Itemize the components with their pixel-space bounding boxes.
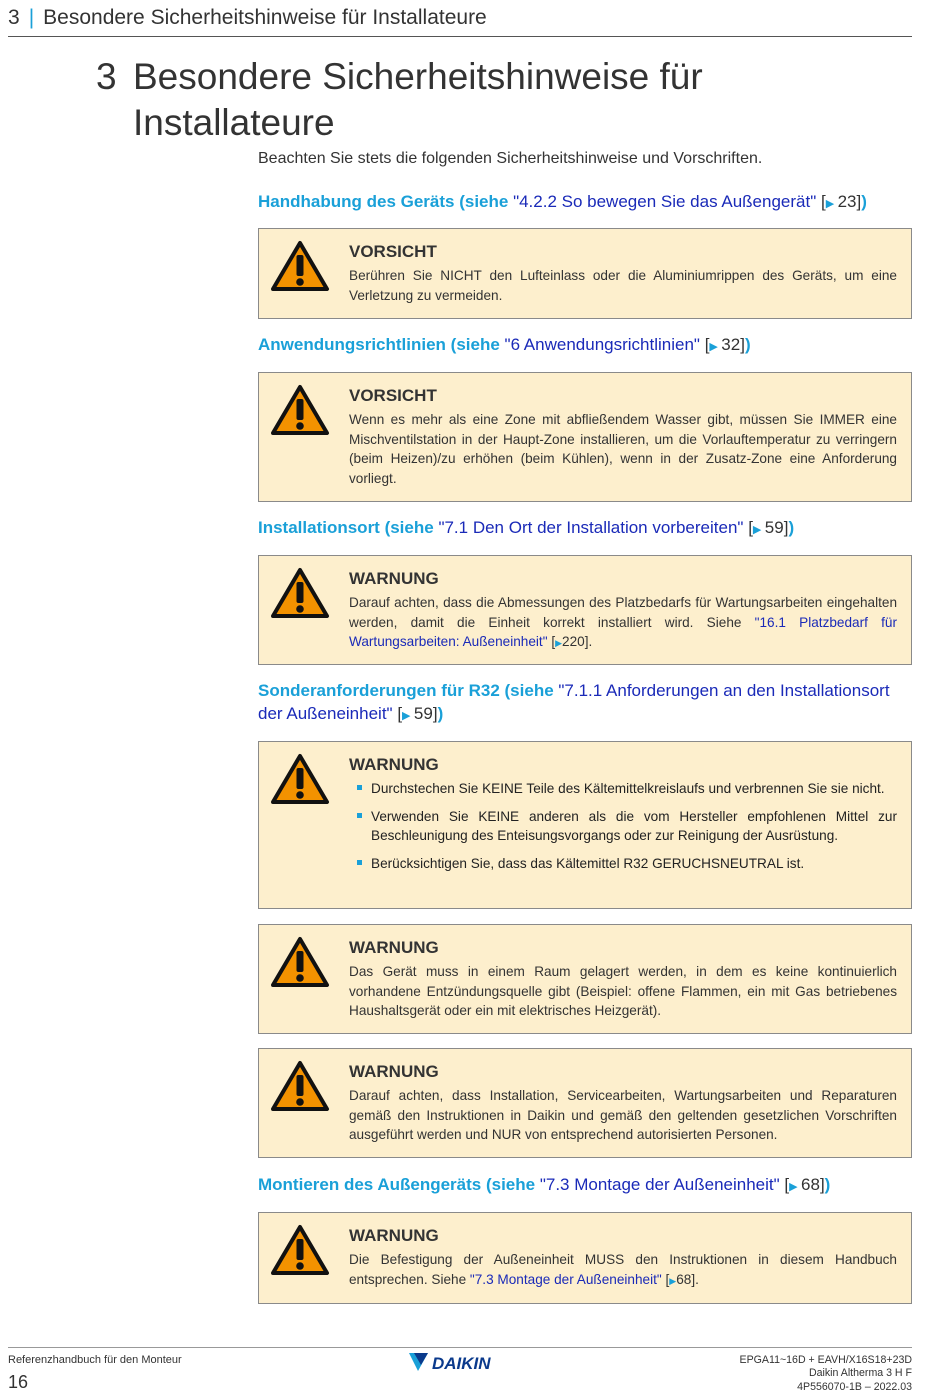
notice-body: Darauf achten, dass Installation, Servicearbeiten, Wartungsarbeiten und Reparaturen gemäß den Instruktionen in Daikin und gemäß den geltenden gesetzlichen Vorschriften ausgeführt werden und NUR von entsprechend autorisierten Personen. <box>349 1088 897 1143</box>
footer-rule <box>8 1347 912 1348</box>
list-item: Durchstechen Sie KEINE Teile des Kältemittelkreislaufs und verbrennen Sie sie nicht. <box>349 779 897 799</box>
intro-text: Beachten Sie stets die folgenden Sicherheitshinweise und Vorschriften. <box>258 150 763 167</box>
section-heading-text: Installationsort (siehe <box>258 518 439 537</box>
warning-box <box>258 924 912 1034</box>
page-ref-number: 32 <box>721 335 741 354</box>
page-ref[interactable]: [▶ 68] <box>784 1175 825 1194</box>
section-heading <box>258 333 912 358</box>
page-ref[interactable]: [▶220] <box>551 634 589 650</box>
page-ref[interactable]: [▶ 32] <box>704 335 745 354</box>
list-item: Berücksichtigen Sie, dass das Kältemittel R32 GERUCHSNEUTRAL ist. <box>349 854 897 874</box>
page-arrow-icon: ▶ <box>402 710 411 722</box>
section-heading <box>258 679 912 727</box>
section-heading <box>258 1173 912 1198</box>
footer-product-info <box>740 1354 912 1394</box>
section-heading-text: Anwendungsrichtlinien (siehe <box>258 335 505 354</box>
cross-reference-link[interactable]: "7.3 Montage der Außeneinheit" <box>539 1175 780 1194</box>
header-chapter-title: Besondere Sicherheitshinweise für Installateure <box>43 6 487 29</box>
section-heading-text: Sonderanforderungen für R32 (siehe <box>258 681 559 700</box>
page-ref[interactable]: [▶ 59] <box>748 518 789 537</box>
cross-reference-link[interactable]: "7.1 Den Ort der Installation vorbereiten" <box>438 518 744 537</box>
notice-body <box>349 1250 897 1291</box>
footer-model: EPGA11~16D + EAVH/X16S18+23D <box>739 1354 912 1366</box>
notice-label: VORSICHT <box>349 386 437 405</box>
warning-box <box>258 555 912 665</box>
footer-product: Daikin Altherma 3 H F <box>808 1367 912 1380</box>
main-content <box>258 150 912 1304</box>
notice-label: WARNUNG <box>349 755 439 774</box>
header-chapter-number: 3 <box>8 6 20 29</box>
warning-triangle-icon <box>270 567 330 619</box>
page-number: 16 <box>8 1372 29 1392</box>
running-header <box>8 6 912 37</box>
section-heading <box>258 190 912 214</box>
page-ref-number: 68 <box>801 1175 820 1194</box>
section-heading-close: ) <box>788 518 795 537</box>
warning-triangle-icon <box>270 1224 330 1276</box>
page-ref[interactable]: [▶68] <box>665 1271 696 1287</box>
notice-body <box>349 593 897 654</box>
notice-body: Wenn es mehr als eine Zone mit abfließendem Wasser gibt, müssen Sie IMMER eine Mischventilstation in der Haupt-Zone installieren, um die Vorlauftemperatur zu verringern (beim Heizen)/zu erhöhen (beim Kühlen), wenn in der Zusatz-Zone eine Anforderung vorliegt. <box>349 412 897 486</box>
notice-label: WARNUNG <box>349 569 439 588</box>
warning-box <box>258 741 912 909</box>
page-ref-number: 220 <box>562 634 585 650</box>
cross-reference-link[interactable]: "16.1 Platzbedarf für Wartungsarbeiten: Außeneinheit" <box>349 614 897 650</box>
warning-triangle-icon <box>270 240 330 292</box>
cross-reference-link[interactable]: "7.3 Montage der Außeneinheit" <box>469 1271 662 1287</box>
notice-label: VORSICHT <box>349 242 437 261</box>
page-arrow-icon: ▶ <box>752 524 762 536</box>
page-arrow-icon: ▶ <box>825 198 835 210</box>
notice-label: WARNUNG <box>349 938 439 957</box>
page-ref[interactable]: [▶ 59] <box>397 704 438 723</box>
caution-box <box>258 228 912 319</box>
notice-label: WARNUNG <box>349 1226 439 1245</box>
section-heading-text: Handhabung des Geräts (siehe <box>258 192 514 211</box>
page-ref[interactable]: [▶ 23] <box>820 192 862 211</box>
warning-triangle-icon <box>270 936 330 988</box>
chapter-title-text: Besondere Sicherheitshinweise für Installateure <box>133 56 703 143</box>
notice-body-tail: . <box>588 634 593 650</box>
section-heading-close: ) <box>861 192 867 211</box>
header-separator: | <box>28 6 35 29</box>
page-ref-number: 59 <box>764 518 784 537</box>
cross-reference-link[interactable]: "7.1.1 Anforderungen an den Installationsort der Außeneinheit" <box>258 681 890 723</box>
warning-triangle-icon <box>270 384 330 436</box>
warning-triangle-icon <box>270 753 330 805</box>
section-heading-close: ) <box>437 704 444 723</box>
cross-reference-link[interactable]: "6 Anwendungsrichtlinien" <box>504 335 700 354</box>
page-ref-number: 59 <box>413 704 433 723</box>
section-heading-close: ) <box>744 335 751 354</box>
warning-triangle-icon <box>270 1060 330 1112</box>
section-heading <box>258 516 912 541</box>
notice-body-text: Darauf achten, dass die Abmessungen des Platzbedarfs für Wartungsarbeiten eingehalten werden, damit die Einheit korrekt installiert wird. Siehe <box>349 595 897 630</box>
bullet-list <box>349 779 897 873</box>
caution-box <box>258 372 912 502</box>
notice-body: Das Gerät muss in einem Raum gelagert werden, in dem es keine kontinuierlich vorhandene Entzündungsquelle gibt (Beispiel: offene Flammen, ein mit Gas betriebenes Haushaltsgerät oder ein mit elektrisches Heizgerät). <box>349 964 897 1019</box>
warning-box <box>258 1212 912 1304</box>
daikin-logo <box>408 1352 512 1372</box>
page-arrow-icon: ▶ <box>555 638 563 649</box>
chapter-number: 3 <box>96 56 117 97</box>
page-ref-number: 68 <box>676 1271 692 1287</box>
footer-manual-title: Referenzhandbuch für den Monteur <box>8 1354 182 1366</box>
section-heading-text: Montieren des Außengeräts (siehe <box>258 1175 540 1194</box>
cross-reference-link[interactable]: "4.2.2 So bewegen Sie das Außengerät" <box>513 192 817 211</box>
logo-text: DAIKIN <box>432 1354 491 1372</box>
list-item: Verwenden Sie KEINE anderen als die vom Hersteller empfohlenen Mittel zur Beschleunigung des Enteisungsvorgangs oder zur Reinigung der Ausrüstung. <box>349 807 897 846</box>
page-ref-number: 23 <box>837 192 857 211</box>
notice-body-tail: . <box>695 1271 699 1287</box>
page-arrow-icon: ▶ <box>789 1181 798 1193</box>
warning-box <box>258 1048 912 1158</box>
notice-body-text: Die Befestigung der Außeneinheit MUSS den Instruktionen in diesem Handbuch entsprechen. Siehe <box>349 1252 897 1287</box>
page-arrow-icon: ▶ <box>669 1275 677 1286</box>
footer-doc-id: 4P556070-1B – 2022.03 <box>797 1380 912 1393</box>
notice-body: Berühren Sie NICHT den Lufteinlass oder die Aluminiumrippen des Geräts, um eine Verletzung zu vermeiden. <box>349 268 897 303</box>
page-arrow-icon: ▶ <box>709 341 718 353</box>
section-heading-close: ) <box>824 1175 831 1194</box>
chapter-title <box>96 54 816 146</box>
notice-label: WARNUNG <box>349 1062 439 1081</box>
